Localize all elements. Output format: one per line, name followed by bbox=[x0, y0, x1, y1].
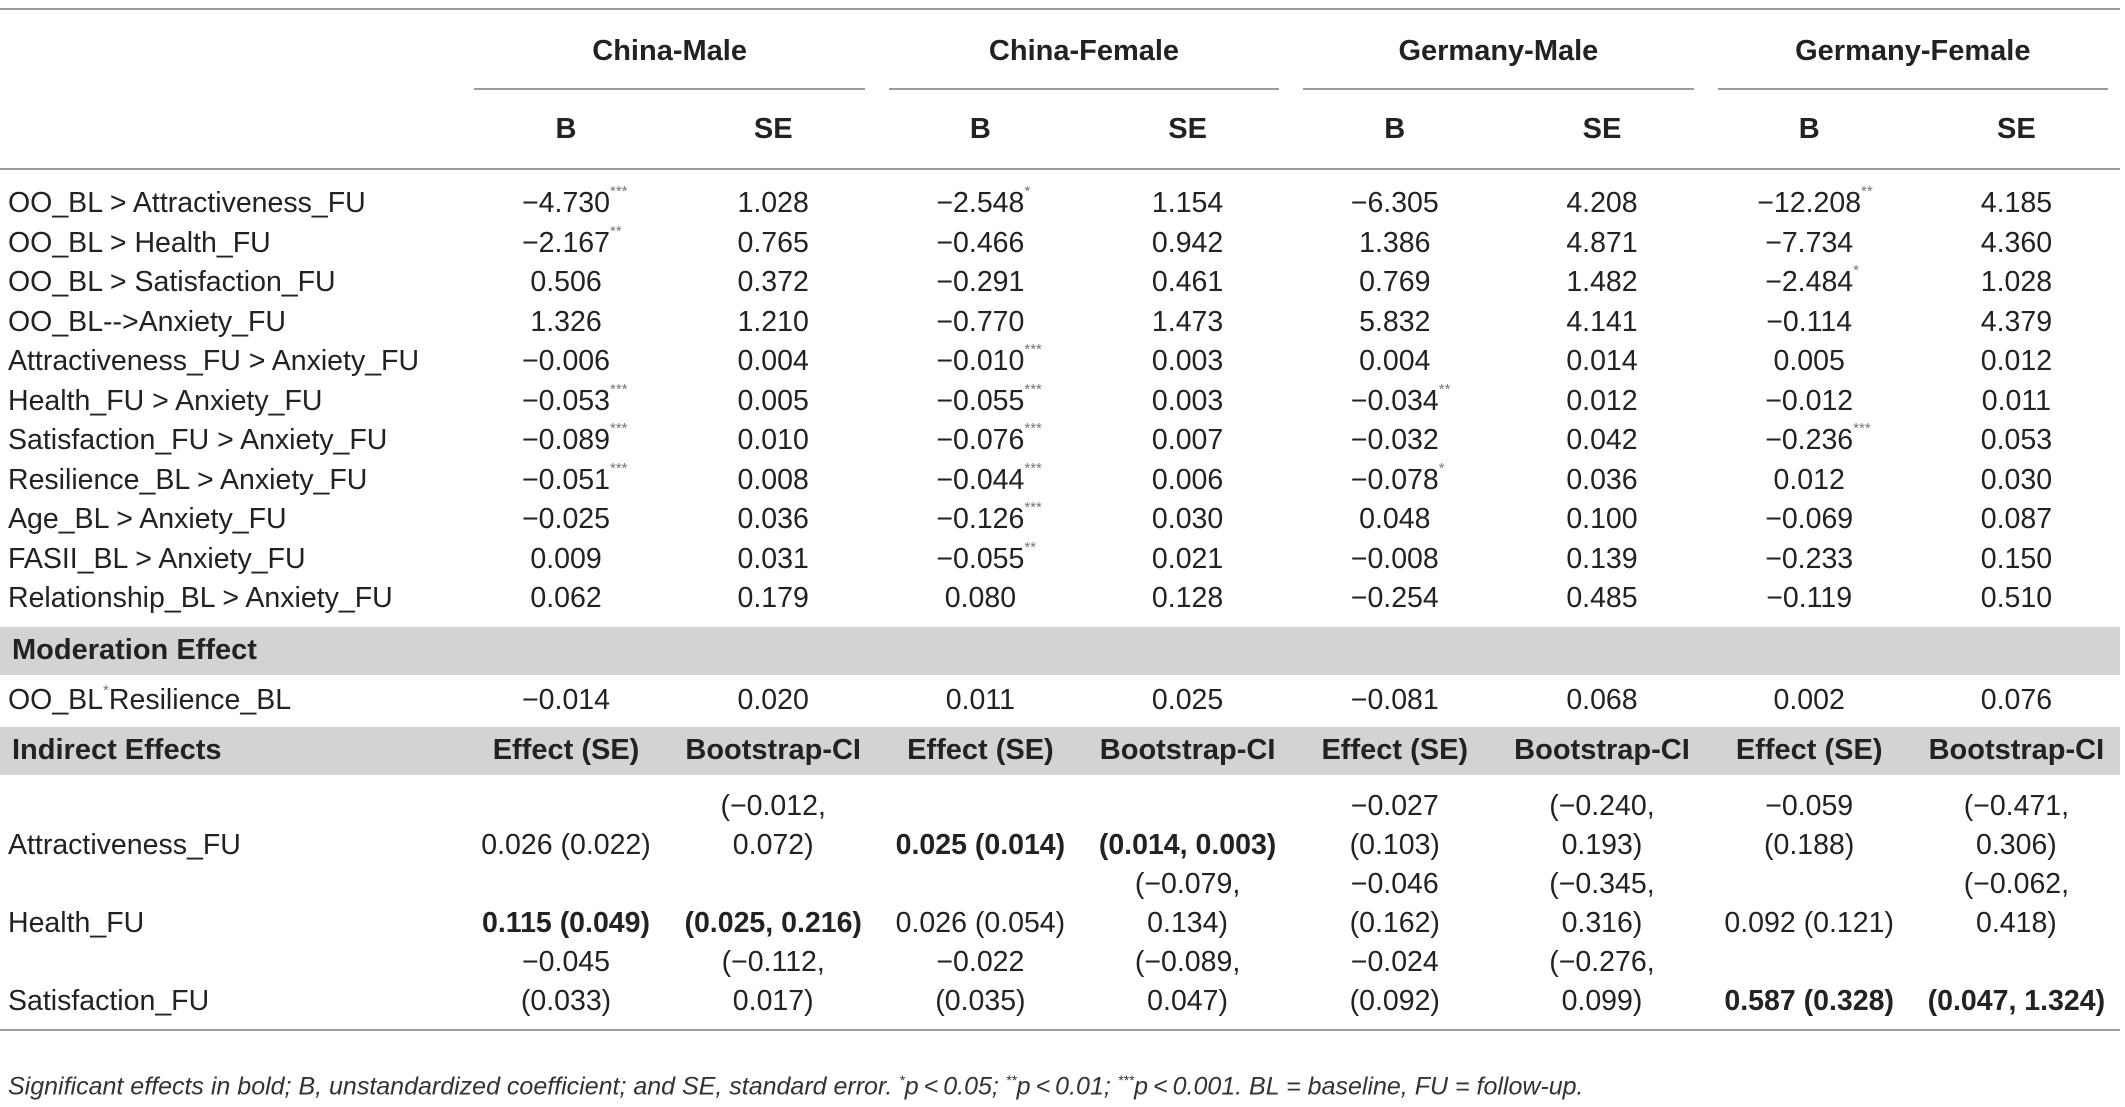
cell-value: 0.062 bbox=[530, 582, 602, 615]
indirect-header: Effect (SE) bbox=[877, 727, 1084, 775]
table-row bbox=[0, 224, 2120, 264]
table-row bbox=[0, 263, 2120, 303]
indirect-cell: −0.024 (0.092) bbox=[1291, 943, 1498, 1030]
cell-value: 0.053 bbox=[1980, 424, 2053, 457]
table-row bbox=[0, 421, 2120, 461]
cell-value: −0.034 ** bbox=[1350, 380, 1451, 417]
group-header-china-female: China-Female bbox=[877, 9, 1291, 90]
moderation-section bbox=[0, 627, 2120, 727]
cell-value: 0.031 bbox=[737, 542, 809, 575]
sub-header: SE bbox=[1913, 90, 2120, 169]
cell-value: 0.372 bbox=[737, 266, 809, 299]
group-header-china-male: China-Male bbox=[462, 9, 876, 90]
indirect-cell: (−0.062, 0.418) bbox=[1963, 867, 2070, 939]
moderation-value: −0.014 bbox=[522, 684, 610, 716]
cell-value: −0.089 *** bbox=[522, 420, 628, 457]
indirect-header: Bootstrap-CI bbox=[670, 727, 877, 775]
cell-value: −0.055 *** bbox=[936, 380, 1042, 417]
cell-value: 0.048 bbox=[1359, 503, 1431, 536]
significance-stars: *** bbox=[610, 420, 628, 438]
row-label: OO_BL-->Anxiety_FU bbox=[8, 305, 286, 338]
sub-header: B bbox=[1706, 90, 1913, 169]
significance-stars: *** bbox=[610, 380, 628, 398]
sub-header: SE bbox=[670, 90, 877, 169]
indirect-row bbox=[0, 865, 2120, 943]
cell-value: −0.055 ** bbox=[936, 538, 1037, 575]
moderation-value: 0.068 bbox=[1566, 684, 1638, 716]
cell-value: −0.076 *** bbox=[936, 420, 1042, 457]
indirect-cell: (−0.240, 0.193) bbox=[1549, 789, 1655, 861]
cell-value: 0.087 bbox=[1980, 503, 2053, 536]
moderation-value: −0.081 bbox=[1350, 684, 1439, 716]
moderation-band bbox=[0, 627, 2120, 675]
significance-stars: ** bbox=[1438, 380, 1451, 398]
cell-value: −0.044 *** bbox=[936, 459, 1042, 496]
indirect-header: Effect (SE) bbox=[1291, 727, 1498, 775]
cell-value: −7.734 bbox=[1765, 226, 1854, 259]
cell-value: −0.025 bbox=[522, 503, 610, 536]
cell-value: 0.510 bbox=[1980, 582, 2053, 615]
moderation-title: Moderation Effect bbox=[0, 627, 2120, 675]
indirect-row-label: Satisfaction_FU bbox=[0, 943, 462, 1030]
cell-value: −0.069 bbox=[1765, 503, 1854, 536]
table-row bbox=[0, 169, 2120, 224]
cell-value: 5.832 bbox=[1359, 305, 1431, 338]
sub-header: B bbox=[877, 90, 1084, 169]
cell-value: −0.006 bbox=[522, 345, 610, 378]
indirect-cell: 0.587 (0.328) bbox=[1706, 943, 1913, 1030]
cell-value: −2.548 * bbox=[936, 183, 1031, 220]
cell-value: −0.032 bbox=[1350, 424, 1439, 457]
cell-value: −0.051 *** bbox=[522, 459, 628, 496]
significance-stars: *** bbox=[610, 183, 628, 201]
cell-value: 0.765 bbox=[737, 226, 809, 259]
indirect-cell: 0.025 (0.014) bbox=[895, 828, 1066, 861]
indirect-cell: 0.092 (0.121) bbox=[1724, 906, 1894, 939]
moderation-label: OO_BL*Resilience_BL bbox=[8, 682, 292, 716]
cell-value: 1.473 bbox=[1151, 305, 1224, 338]
cell-value: 0.008 bbox=[737, 463, 809, 496]
cell-value: −0.114 bbox=[1766, 305, 1853, 338]
sub-header: B bbox=[462, 90, 669, 169]
indirect-header: Bootstrap-CI bbox=[1913, 727, 2120, 775]
row-label: Satisfaction_FU > Anxiety_FU bbox=[8, 424, 388, 457]
cell-value: 0.012 bbox=[1980, 345, 2053, 378]
indirect-cell: (0.025, 0.216) bbox=[684, 906, 862, 939]
table-row bbox=[0, 540, 2120, 580]
indirect-cell: (−0.012, 0.072) bbox=[720, 789, 826, 861]
cell-value: 4.208 bbox=[1566, 187, 1638, 220]
table-row bbox=[0, 579, 2120, 627]
cell-value: −0.012 bbox=[1765, 384, 1854, 417]
cell-value: 0.004 bbox=[737, 345, 809, 378]
indirect-cell: −0.027 (0.103) bbox=[1349, 789, 1440, 861]
cell-value: 0.139 bbox=[1566, 542, 1638, 575]
cell-value: −2.167 ** bbox=[522, 222, 622, 259]
cell-value: 0.030 bbox=[1980, 463, 2053, 496]
cell-value: 0.080 bbox=[944, 582, 1017, 615]
cell-value: 0.010 bbox=[737, 424, 809, 457]
cell-value: 1.210 bbox=[737, 305, 809, 338]
indirect-cell: −0.046 (0.162) bbox=[1349, 867, 1440, 939]
indirect-cell: (0.014, 0.003) bbox=[1098, 828, 1277, 861]
significance-stars: *** bbox=[1024, 380, 1042, 398]
cell-value: 1.326 bbox=[530, 305, 602, 338]
significance-stars: ** bbox=[1861, 183, 1873, 201]
cell-value: 4.871 bbox=[1566, 226, 1638, 259]
coefficient-rows bbox=[0, 169, 2120, 627]
cell-value: 4.185 bbox=[1980, 187, 2053, 220]
row-label: OO_BL > Health_FU bbox=[8, 226, 271, 259]
indirect-section bbox=[0, 727, 2120, 1030]
group-header-row bbox=[0, 9, 2120, 90]
indirect-cell: (−0.112, 0.017) bbox=[670, 943, 877, 1030]
cell-value: 1.028 bbox=[1980, 266, 2053, 299]
indirect-header: Bootstrap-CI bbox=[1498, 727, 1705, 775]
significance-stars: *** bbox=[1853, 420, 1871, 438]
indirect-cell: 0.026 (0.022) bbox=[481, 828, 651, 861]
significance-stars: ** bbox=[1024, 538, 1037, 556]
cell-value: 0.942 bbox=[1151, 226, 1224, 259]
cell-value: 0.021 bbox=[1151, 542, 1224, 575]
cell-value: 0.036 bbox=[1566, 463, 1638, 496]
row-label: Attractiveness_FU > Anxiety_FU bbox=[8, 345, 420, 378]
indirect-cell: (−0.089, 0.047) bbox=[1084, 943, 1291, 1030]
header-blank bbox=[0, 9, 462, 90]
table-row bbox=[0, 303, 2120, 343]
cell-value: 0.506 bbox=[530, 266, 602, 299]
cell-value: 0.485 bbox=[1566, 582, 1638, 615]
cell-value: 4.141 bbox=[1566, 305, 1638, 338]
cell-value: −2.484 * bbox=[1765, 262, 1859, 299]
indirect-cell: −0.022 (0.035) bbox=[877, 943, 1084, 1030]
cell-value: 0.005 bbox=[737, 384, 809, 417]
table-footnote: Significant effects in bold; B, unstandardized coefficient; and SE, standard error. *p < 0.05; **p < 0.01; ***p < 0.001. BL = baseline, FU = follow-up. bbox=[8, 1072, 1584, 1101]
cell-value: 4.360 bbox=[1980, 226, 2053, 259]
indirect-title: Indirect Effects bbox=[0, 727, 462, 775]
indirect-cell: −0.059 (0.188) bbox=[1764, 789, 1855, 861]
indirect-header: Bootstrap-CI bbox=[1084, 727, 1291, 775]
indirect-row-label: Attractiveness_FU bbox=[8, 828, 241, 861]
cell-value: −0.119 bbox=[1766, 582, 1853, 615]
cell-value: 0.003 bbox=[1151, 345, 1224, 378]
cell-value: 0.003 bbox=[1151, 384, 1224, 417]
row-label: Resilience_BL > Anxiety_FU bbox=[8, 463, 368, 496]
cell-value: −0.236 *** bbox=[1765, 420, 1871, 457]
sub-header-row bbox=[0, 90, 2120, 169]
indirect-cell: −0.045 (0.033) bbox=[462, 943, 669, 1030]
significance-stars: * bbox=[1024, 183, 1031, 201]
cell-value: 0.014 bbox=[1566, 345, 1638, 378]
indirect-header: Effect (SE) bbox=[462, 727, 669, 775]
indirect-cell: 0.115 (0.049) bbox=[482, 906, 650, 939]
cell-value: −0.233 bbox=[1765, 542, 1854, 575]
cell-value: 0.012 bbox=[1773, 463, 1845, 496]
cell-value: −0.254 bbox=[1350, 582, 1439, 615]
table-row bbox=[0, 342, 2120, 382]
indirect-row bbox=[0, 775, 2120, 865]
indirect-header-row bbox=[0, 727, 2120, 775]
sub-header: SE bbox=[1084, 90, 1291, 169]
cell-value: −0.291 bbox=[936, 266, 1025, 299]
cell-value: 0.036 bbox=[737, 503, 809, 536]
significance-stars: *** bbox=[1024, 459, 1042, 477]
group-header-germany-female: Germany-Female bbox=[1706, 9, 2120, 90]
cell-value: 0.030 bbox=[1151, 503, 1224, 536]
table-row bbox=[0, 382, 2120, 422]
sub-header-blank bbox=[0, 90, 462, 169]
row-label: OO_BL > Satisfaction_FU bbox=[8, 266, 336, 299]
indirect-cell: (0.047, 1.324) bbox=[1913, 943, 2120, 1030]
significance-stars: * bbox=[1853, 262, 1859, 280]
significance-stars: *** bbox=[1024, 499, 1042, 517]
indirect-cell: (−0.345, 0.316) bbox=[1549, 867, 1655, 939]
group-header-germany-male: Germany-Male bbox=[1291, 9, 1705, 90]
sub-header: B bbox=[1291, 90, 1498, 169]
cell-value: −4.730 *** bbox=[522, 183, 628, 220]
moderation-value: 0.076 bbox=[1980, 684, 2053, 716]
cell-value: 0.011 bbox=[1981, 384, 2051, 417]
indirect-cell: 0.026 (0.054) bbox=[895, 906, 1066, 939]
cell-value: −6.305 bbox=[1350, 187, 1439, 220]
row-label: Age_BL > Anxiety_FU bbox=[8, 503, 287, 536]
significance-stars: *** bbox=[1024, 341, 1042, 359]
sub-header: SE bbox=[1498, 90, 1705, 169]
row-label: Health_FU > Anxiety_FU bbox=[8, 384, 323, 417]
cell-value: −0.053 *** bbox=[522, 380, 628, 417]
table-row bbox=[0, 500, 2120, 540]
cell-value: 0.007 bbox=[1151, 424, 1224, 457]
cell-value: 0.005 bbox=[1773, 345, 1845, 378]
cell-value: 0.128 bbox=[1151, 582, 1224, 615]
indirect-cell: (−0.471, 0.306) bbox=[1963, 789, 2070, 861]
cell-value: 1.386 bbox=[1359, 226, 1431, 259]
cell-value: −0.078 * bbox=[1350, 459, 1445, 496]
cell-value: 0.100 bbox=[1566, 503, 1638, 536]
cell-value: −0.770 bbox=[936, 305, 1025, 338]
cell-value: 0.006 bbox=[1151, 463, 1224, 496]
cell-value: 1.154 bbox=[1151, 187, 1224, 220]
indirect-cell: (−0.276, 0.099) bbox=[1498, 943, 1705, 1030]
moderation-value: 0.002 bbox=[1773, 684, 1845, 716]
indirect-header: Effect (SE) bbox=[1706, 727, 1913, 775]
moderation-value: 0.020 bbox=[737, 684, 809, 716]
cell-value: 0.009 bbox=[530, 542, 602, 575]
row-label: OO_BL > Attractiveness_FU bbox=[8, 187, 366, 220]
cell-value: 1.028 bbox=[737, 187, 809, 220]
cell-value: −12.208 ** bbox=[1757, 183, 1873, 220]
cell-value: 0.042 bbox=[1566, 424, 1638, 457]
table-row bbox=[0, 461, 2120, 501]
indirect-cell: (−0.079, 0.134) bbox=[1134, 867, 1241, 939]
cell-value: −0.466 bbox=[936, 226, 1025, 259]
significance-stars: *** bbox=[1024, 420, 1042, 438]
indirect-row-label: Health_FU bbox=[8, 906, 145, 939]
moderation-value: 0.025 bbox=[1151, 684, 1224, 716]
cell-value: −0.126 *** bbox=[936, 499, 1042, 536]
significance-stars: *** bbox=[610, 459, 628, 477]
moderation-value: 0.011 bbox=[945, 684, 1015, 716]
significance-stars: ** bbox=[610, 222, 622, 240]
moderation-row bbox=[0, 675, 2120, 727]
row-label: Relationship_BL > Anxiety_FU bbox=[8, 582, 393, 615]
cell-value: 0.179 bbox=[737, 582, 809, 615]
cell-value: −0.010 *** bbox=[936, 341, 1042, 378]
row-label: FASII_BL > Anxiety_FU bbox=[8, 542, 306, 575]
cell-value: −0.008 bbox=[1350, 542, 1439, 575]
indirect-row bbox=[0, 943, 2120, 1030]
cell-value: 0.461 bbox=[1151, 266, 1224, 299]
significance-stars: * bbox=[1438, 459, 1445, 477]
cell-value: 0.004 bbox=[1359, 345, 1431, 378]
results-table bbox=[0, 8, 2120, 1031]
cell-value: 0.769 bbox=[1359, 266, 1431, 299]
cell-value: 1.482 bbox=[1566, 266, 1638, 299]
cell-value: 0.012 bbox=[1566, 384, 1638, 417]
cell-value: 0.150 bbox=[1980, 542, 2053, 575]
cell-value: 4.379 bbox=[1980, 305, 2053, 338]
